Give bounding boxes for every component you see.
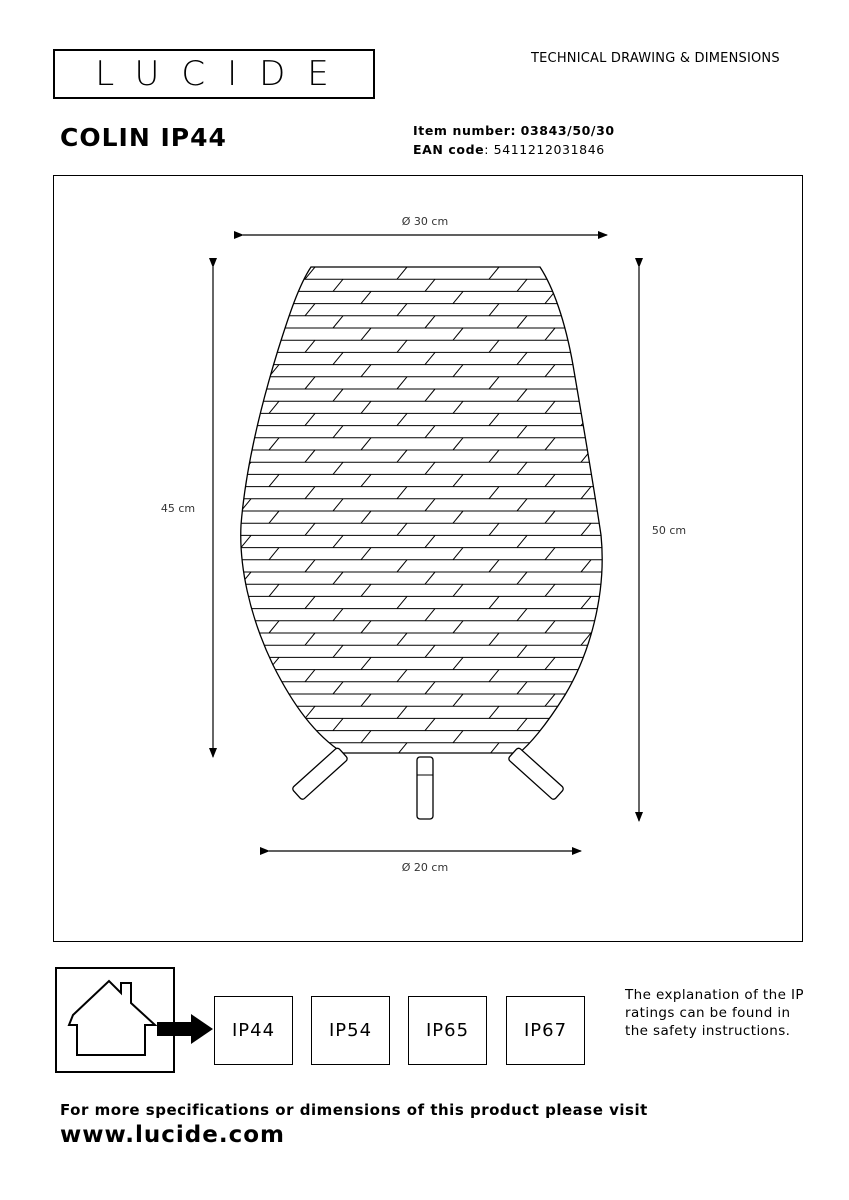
house-icon [57, 969, 173, 1071]
item-number-value: 03843/50/30 [520, 123, 615, 138]
center-leg [417, 757, 433, 819]
technical-drawing [53, 175, 803, 942]
item-number-label: Item number: [413, 123, 517, 138]
ip-explanation-note: The explanation of the IP ratings can be found in the safety instructions. [625, 987, 804, 1039]
ean-code-row [413, 142, 605, 157]
ip-box-ip67: IP67 [506, 996, 585, 1065]
website-link[interactable]: www.lucide.com [60, 1122, 285, 1148]
ip-box-ip65: IP65 [408, 996, 487, 1065]
left-leg [292, 747, 349, 800]
right-leg [508, 747, 565, 800]
total-height-label: 50 cm [651, 524, 687, 537]
body-height-label: 45 cm [160, 502, 196, 515]
bottom-diameter-label: Ø 20 cm [401, 861, 449, 874]
ean-value: : 5411212031846 [484, 142, 605, 157]
brand-logo [53, 49, 375, 99]
lamp-legs [292, 747, 565, 819]
ean-label: EAN code [413, 142, 485, 157]
logo-text: LUCIDE [95, 54, 351, 94]
ip-box-ip54: IP54 [311, 996, 390, 1065]
item-number-row [413, 123, 615, 138]
arrow-right-icon [157, 1012, 215, 1046]
lamp-body-pattern [203, 267, 653, 755]
document-title: TECHNICAL DRAWING & DIMENSIONS [531, 51, 780, 66]
product-name: COLIN IP44 [60, 123, 227, 152]
ip-box-ip44: IP44 [214, 996, 293, 1065]
top-diameter-label: Ø 30 cm [401, 215, 449, 228]
footer-info-text: For more specifications or dimensions of this product please visit [60, 1101, 648, 1119]
